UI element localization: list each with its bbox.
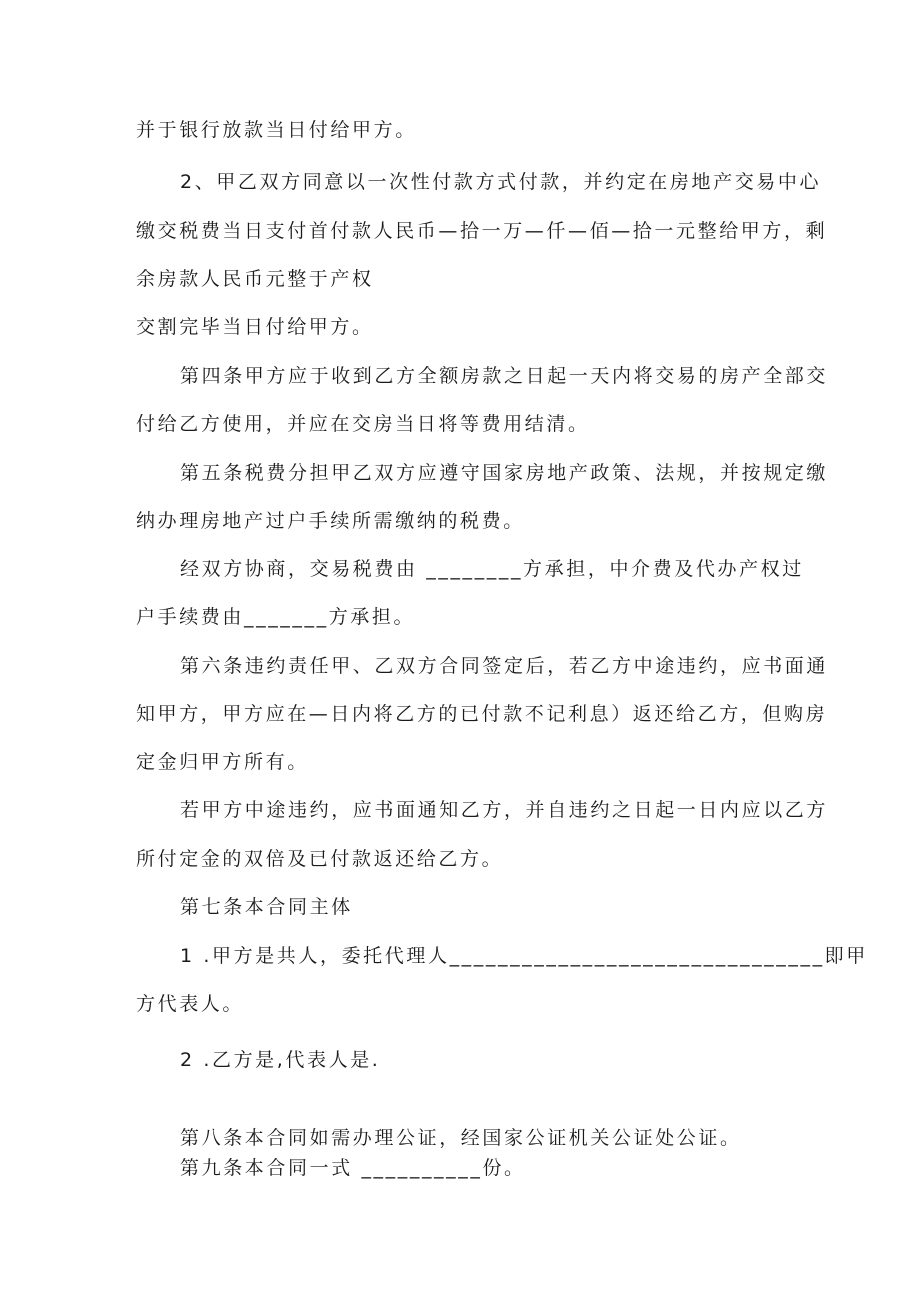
text-line: 若甲方中途违约，应书面通知乙方，并自违约之日起一日内应以乙方 — [180, 799, 829, 821]
text-line: 定金归甲方所有。 — [136, 751, 309, 773]
text-line: 第四条甲方应于收到乙方全额房款之日起一天内将交易的房产全部交 — [180, 365, 829, 387]
text-line: 所付定金的双倍及已付款返还给乙方。 — [136, 848, 504, 870]
text-line: 第九条本合同一式 __________份。 — [180, 1157, 526, 1179]
text-line: 第七条本合同主体 — [180, 896, 353, 918]
text-line: 并于银行放款当日付给甲方。 — [136, 119, 417, 141]
text-line: 方代表人。 — [136, 993, 245, 1015]
text-line: 第五条税费分担甲乙双方应遵守国家房地产政策、法规，并按规定缴 — [180, 462, 829, 484]
text-line: 户手续费由_______方承担。 — [136, 606, 416, 628]
text-line: 2 .乙方是,代表人是. — [180, 1049, 381, 1071]
text-line: 缴交税费当日支付首付款人民币—拾一万—仟—佰—拾一元整给甲方，剩 — [136, 220, 828, 242]
text-line: 经双方协商，交易税费由 ________方承担，中介费及代办产权过 — [180, 558, 804, 580]
text-line: 2、甲乙双方同意以一次性付款方式付款，并约定在房地产交易中心 — [180, 171, 822, 193]
text-line: 第六条违约责任甲、乙双方合同签定后，若乙方中途违约，应书面通 — [180, 655, 829, 677]
text-line: 纳办理房地产过户手续所需缴纳的税费。 — [136, 510, 525, 532]
text-line: 余房款人民币元整于产权 — [136, 268, 374, 290]
text-line: 付给乙方使用，并应在交房当日将等费用结清。 — [136, 413, 590, 435]
text-line: 交割完毕当日付给甲方。 — [136, 316, 374, 338]
text-line: 第八条本合同如需办理公证，经国家公证机关公证处公证。 — [180, 1127, 742, 1149]
text-line: 1 .甲方是共人，委托代理人_______________________________即甲 — [180, 945, 868, 967]
text-line: 知甲方，甲方应在—日内将乙方的已付款不记利息）返还给乙方，但购房 — [136, 703, 828, 725]
